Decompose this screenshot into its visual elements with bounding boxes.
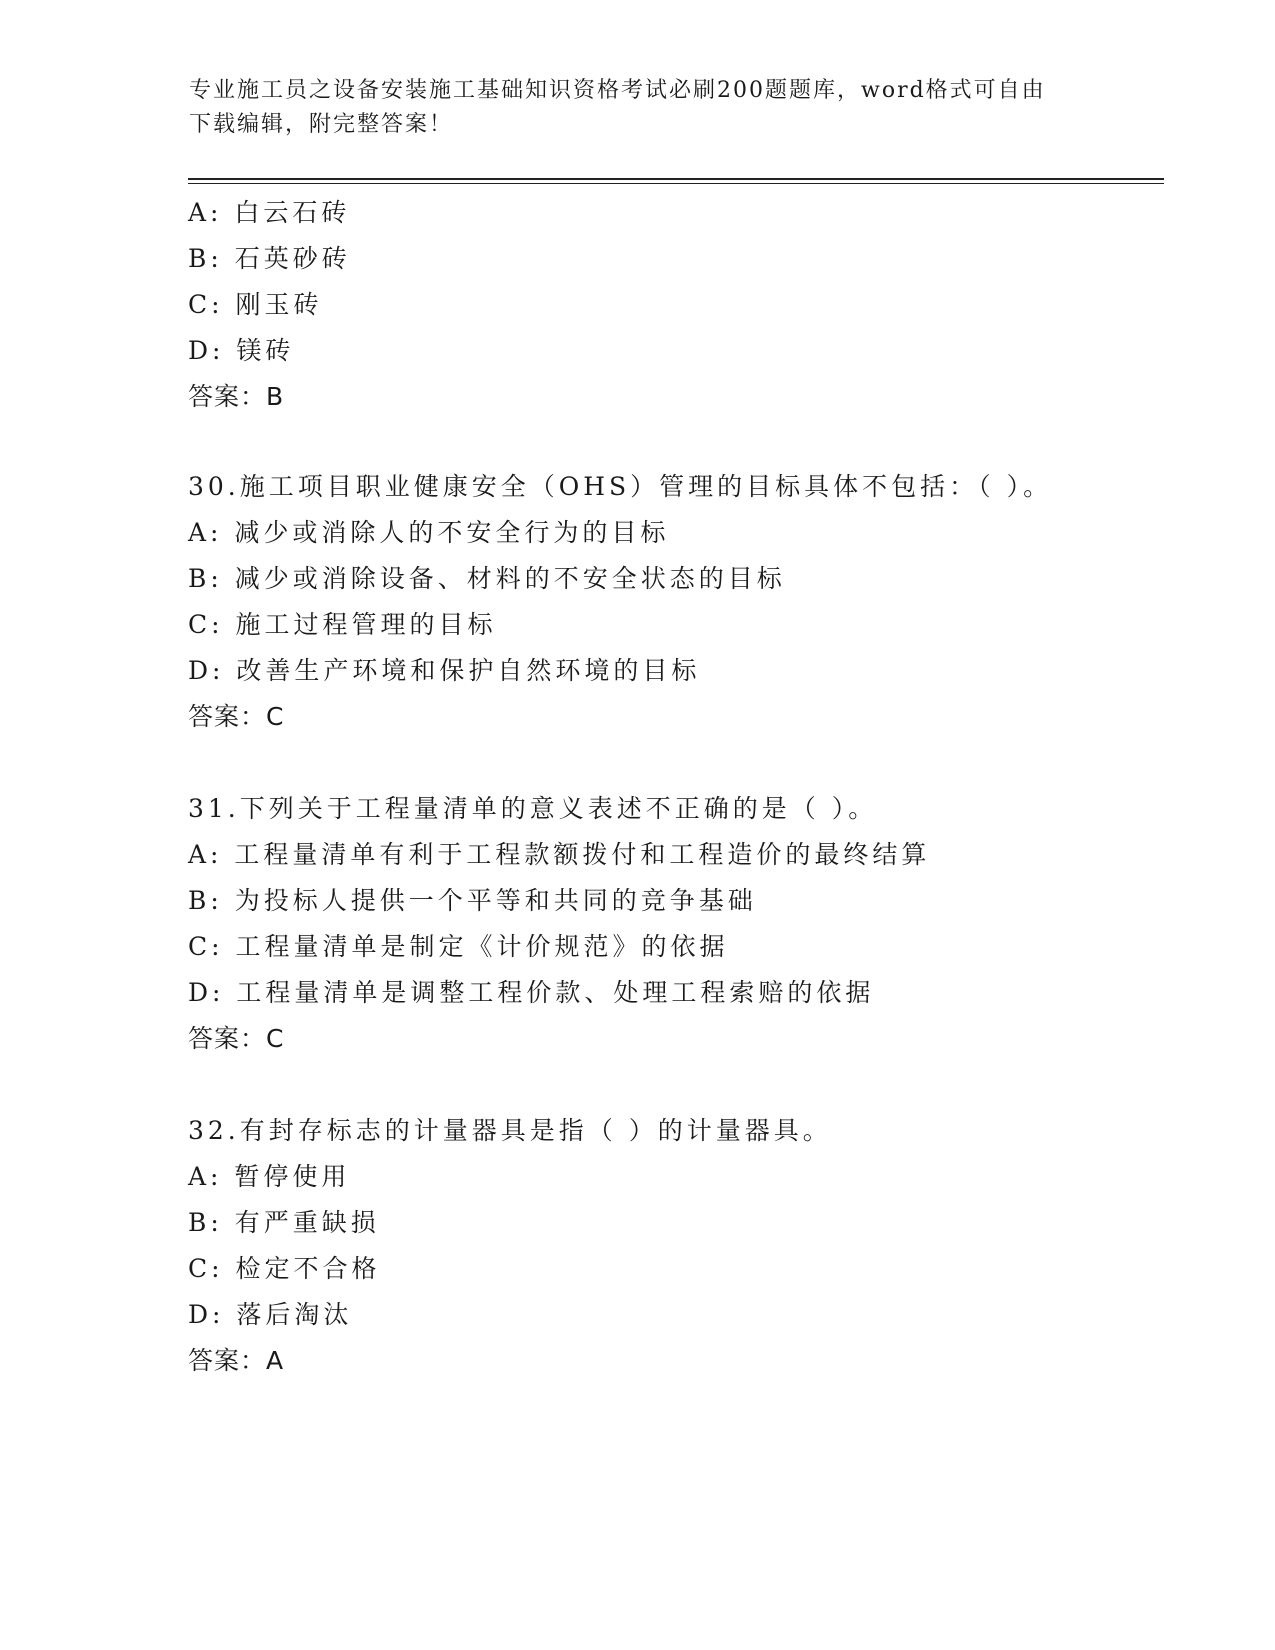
option-b: B: 石英砂砖 <box>188 244 351 273</box>
option-c: C: 刚玉砖 <box>188 290 323 319</box>
option-d: D: 落后淘汰 <box>188 1300 353 1329</box>
header-rule-thick <box>188 178 1164 180</box>
option-d: D: 改善生产环境和保护自然环境的目标 <box>188 656 701 685</box>
header-line-2: 下载编辑，附完整答案！ <box>189 112 454 137</box>
option-b: B: 减少或消除设备、材料的不安全状态的目标 <box>188 564 786 593</box>
answer-line: 答案：C <box>188 1024 285 1053</box>
question-stem: 32.有封存标志的计量器具是指（ ）的计量器具。 <box>188 1116 832 1145</box>
question-content <box>188 190 1148 1384</box>
option-c: C: 检定不合格 <box>188 1254 381 1283</box>
option-b: B: 有严重缺损 <box>188 1208 380 1237</box>
option-b: B: 为投标人提供一个平等和共同的竞争基础 <box>188 886 757 915</box>
option-d: D: 镁砖 <box>188 336 295 365</box>
document-header <box>189 74 1069 142</box>
option-c: C: 施工过程管理的目标 <box>188 610 497 639</box>
option-a: A: 白云石砖 <box>188 198 351 227</box>
header-line-1: 专业施工员之设备安装施工基础知识资格考试必刷200题题库，word格式可自由 <box>189 78 1046 103</box>
option-a: A: 减少或消除人的不安全行为的目标 <box>188 518 670 547</box>
header-rule-thin <box>188 183 1164 184</box>
question-stem: 31.下列关于工程量清单的意义表述不正确的是（ ）。 <box>188 794 878 823</box>
option-c: C: 工程量清单是制定《计价规范》的依据 <box>188 932 729 961</box>
answer-line: 答案：C <box>188 702 285 731</box>
option-a: A: 工程量清单有利于工程款额拨付和工程造价的最终结算 <box>188 840 931 869</box>
question-stem: 30.施工项目职业健康安全（OHS）管理的目标具体不包括：（ ）。 <box>188 472 1053 501</box>
option-a: A: 暂停使用 <box>188 1162 351 1191</box>
answer-line: 答案：B <box>188 382 285 411</box>
option-d: D: 工程量清单是调整工程价款、处理工程索赔的依据 <box>188 978 875 1007</box>
answer-line: 答案：A <box>188 1346 285 1375</box>
